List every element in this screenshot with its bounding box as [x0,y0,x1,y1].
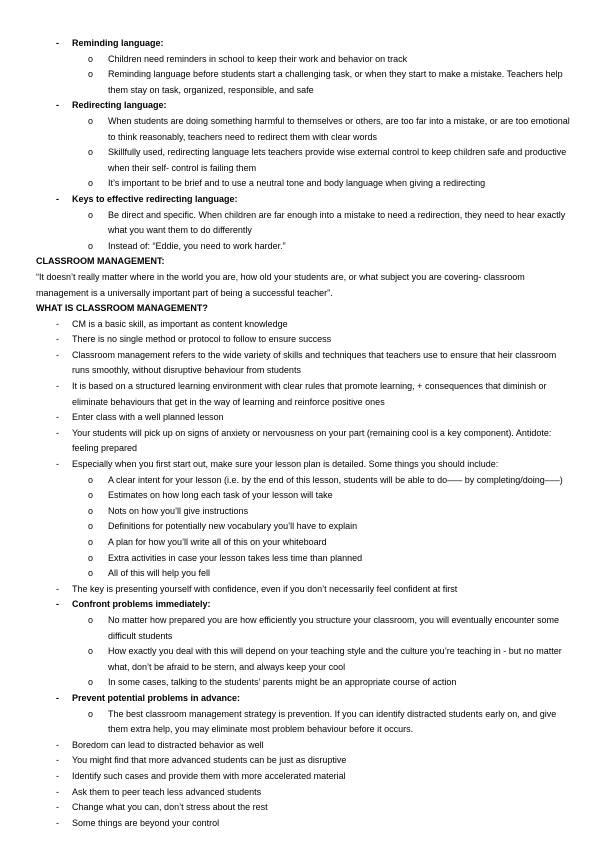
line-text: Instead of: “Eddie, you need to work harder.” [108,240,286,251]
bullet-marker: o [88,115,94,126]
line-text: Some things are beyond your control [72,817,220,828]
line-text: The key is presenting yourself with confidence, even if you don’t necessarily feel confident at first [72,583,458,594]
bullet-marker: o [88,505,94,516]
line-text: Redirecting language: [72,100,167,111]
sub-list-item [36,208,575,239]
line-text: It’s important to be brief and to use a neutral tone and body language when giving a redirecting [108,178,486,189]
sub-list-item [36,176,575,192]
list-item [36,457,575,473]
bullet-marker: o [88,69,94,80]
line-text: Prevent potential problems in advance: [72,692,241,703]
line-text: Definitions for potentially new vocabulary you’ll have to explain [108,521,358,532]
bullet-marker: o [88,568,94,579]
list-item [36,98,575,114]
list-item [36,597,575,613]
sub-list-item [36,675,575,691]
bullet-marker: o [88,677,94,688]
list-item [36,379,575,410]
line-text: Reminding language: [72,38,164,48]
line-text: Be direct and specific. When children are far enough into a mistake to need a redirection, they need to hear exactly what you want them to do differently [108,209,566,236]
line-text: How exactly you deal with this will depend on your teaching style and the culture you’re teaching in - but no matter what, don’t be afraid to be stern, and always keep your cool [108,646,562,672]
dash-marker: - [56,459,59,470]
line-text: Change what you can, don’t stress about the rest [72,802,268,813]
sub-list-item [36,473,575,489]
line-text: A plan for how you’ll write all of this on your whiteboard [108,537,327,547]
sub-list-item [36,535,575,551]
line-text: Identify such cases and provide them with more accelerated material [72,770,346,781]
sub-list-item [36,52,575,68]
bullet-marker: o [88,614,94,625]
line-text: No matter how prepared you are how efficiently you structure your classroom, you will eventually encounter some difficult students [108,614,560,641]
list-item [36,192,575,208]
sub-list-item [36,239,575,255]
section-heading-line [36,270,575,301]
dash-marker: - [56,770,59,781]
bullet-marker: o [88,537,94,547]
dash-marker: - [56,802,59,813]
list-item [36,332,575,348]
sub-list-item [36,644,575,675]
line-text: Extra activities in case your lesson takes less time than planned [108,552,363,563]
line-text: CM is a basic skill, as important as content knowledge [72,318,288,329]
bullet-marker: o [88,178,94,189]
dash-marker: - [56,739,59,750]
sub-list-item [36,551,575,567]
sub-list-item [36,504,575,520]
bullet-marker: o [88,646,94,657]
list-item [36,36,575,52]
line-text: There is no single method or protocol to follow to ensure success [72,334,332,345]
list-item [36,410,575,426]
line-text: Your students will pick up on signs of anxiety or nervousness on your part (remaining cool is a key component). Antidote: feeling prepared [72,427,552,454]
line-text: A clear intent for your lesson (i.e. by the end of this lesson, students will be able to do––– by completing/doing–––) [108,474,563,485]
line-text: Children need reminders in school to keep their work and behavior on track [108,53,408,64]
line-text: Boredom can lead to distracted behavior as well [72,739,264,750]
bullet-marker: o [88,147,94,158]
sub-list-item [36,114,575,145]
line-text: Confront problems immediately: [72,599,211,610]
line-text: Reminding language before students start a challenging task, or when they start to make a mistake. Teachers help them stay on task, organized, responsible, and safe [108,69,563,95]
list-item [36,691,575,707]
line-text: In some cases, talking to the students’ parents might be an appropriate course of action [108,677,457,688]
dash-marker: - [56,381,59,392]
sub-list-item [36,145,575,176]
dash-marker: - [56,412,59,423]
sub-list-item [36,613,575,644]
line-text: Estimates on how long each task of your lesson will take [108,490,333,501]
sub-list-item [36,519,575,535]
list-item [36,753,575,769]
list-item [36,785,575,801]
line-text: “It doesn’t really matter where in the world you are, how old your students are, or what subject you are covering- classroom management is a universally important part of being a successful teacher”. [36,271,525,298]
line-text: You might find that more advanced students can be just as disruptive [72,755,347,766]
dash-marker: - [56,583,59,594]
line-text: It is based on a structured learning environment with clear rules that promote learning, + consequences that diminish or eliminate behaviours that get in the way of learning and reinforce positive ones [72,381,547,407]
list-item [36,426,575,457]
dash-marker: - [56,786,59,797]
line-text: CLASSROOM MANAGEMENT: [36,256,165,267]
bullet-marker: o [88,209,94,220]
line-text: All of this will help you fell [108,568,211,579]
line-text: WHAT IS CLASSROOM MANAGEMENT? [36,303,208,314]
dash-marker: - [56,427,59,438]
dash-marker: - [56,334,59,345]
sub-list-item [36,488,575,504]
bullet-marker: o [88,490,94,501]
list-item [36,317,575,333]
bullet-marker: o [88,474,94,485]
bullet-marker: o [88,240,94,251]
section-heading-line [36,301,575,317]
bullet-marker: o [88,552,94,563]
list-item [36,816,575,832]
dash-marker: - [56,599,59,610]
list-item [36,738,575,754]
line-text: Classroom management refers to the wide variety of skills and techniques that teachers use to ensure that heir classroom runs smoothly, without disruptive behaviour from students [72,349,557,376]
section-heading-line [36,254,575,270]
sub-list-item [36,67,575,98]
list-item [36,800,575,816]
dash-marker: - [56,755,59,766]
bullet-marker: o [88,521,94,532]
line-text: Skillfully used, redirecting language lets teachers provide wise external control to keep children safe and productive when their self- control is failing them [108,147,567,173]
line-text: Nots on how you’ll give instructions [108,505,249,516]
line-text: Especially when you first start out, make sure your lesson plan is detailed. Some things you should include: [72,459,499,470]
list-item [36,769,575,785]
sub-list-item [36,566,575,582]
line-text: Keys to effective redirecting language: [72,193,238,204]
line-text: Enter class with a well planned lesson [72,412,224,423]
dash-marker: - [56,38,59,48]
dash-marker: - [56,318,59,329]
line-text: When students are doing something harmful to themselves or others, are too far into a mistake, or are too emotional to think reasonably, teachers need to redirect them with clear words [108,115,570,142]
dash-marker: - [56,100,59,111]
dash-marker: - [56,817,59,828]
bullet-marker: o [88,53,94,64]
dash-marker: - [56,692,59,703]
line-text: The best classroom management strategy is prevention. If you can identify distracted students early on, and give them extra help, you may eliminate most problem behaviour before it occurs. [108,708,557,735]
dash-marker: - [56,193,59,204]
bullet-marker: o [88,708,94,719]
line-text: Ask them to peer teach less advanced students [72,786,262,797]
sub-list-item [36,707,575,738]
list-item [36,348,575,379]
dash-marker: - [56,349,59,360]
list-item [36,582,575,598]
